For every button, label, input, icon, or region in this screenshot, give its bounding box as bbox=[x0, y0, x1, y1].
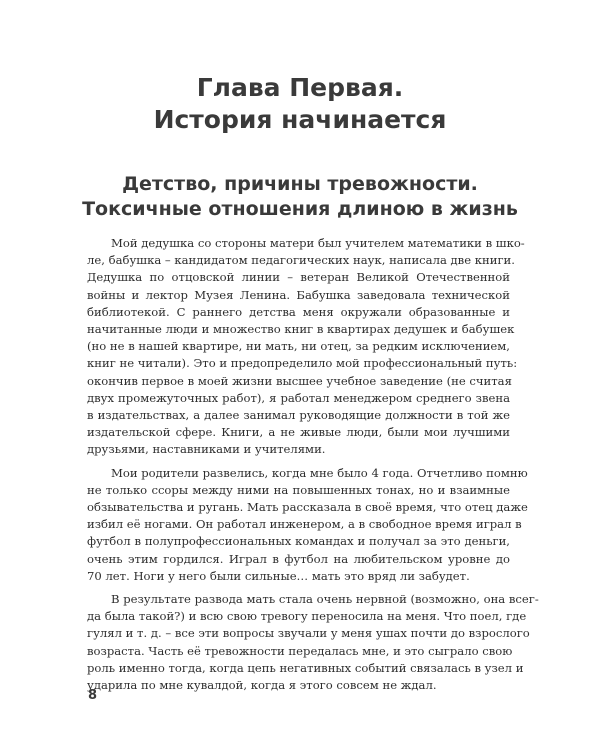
text-line: футбол в полупрофессиональных командах и получал за это деньги, bbox=[87, 534, 510, 549]
text-line: В результате развода мать стала очень нервной (возможно, она всег- bbox=[111, 592, 539, 607]
text-line: избил её ногами. Он работал инженером, а в свободное время играл в bbox=[87, 517, 522, 532]
text-line: ударила по мне кувалдой, когда я этого совсем не ждал. bbox=[87, 678, 437, 693]
section-title-line-2: Токсичные отношения длиною в жизнь bbox=[82, 198, 518, 220]
page-number: 8 bbox=[88, 688, 98, 703]
text-line: книг не читали). Это и предопределило мой профессиональный путь: bbox=[87, 356, 518, 371]
chapter-title-line-1: Глава Первая. bbox=[196, 73, 404, 102]
text-line: двух промежуточных работ), я работал менеджером среднего звена bbox=[87, 390, 510, 405]
text-line: войны и лектор Музея Ленина. Бабушка заведовала технической bbox=[87, 287, 510, 302]
text-line: роль именно тогда, когда цепь негативных событий связалась в узел и bbox=[87, 660, 524, 675]
text-line: возраста. Часть её тревожности передалась мне, и это сыграло свою bbox=[87, 643, 513, 658]
text-line: не только ссоры между ними на повышенных тонах, но и взаимные bbox=[87, 482, 510, 497]
text-line: да была такой?) и всю свою тревогу переносила на меня. Что поел, где bbox=[87, 609, 527, 624]
chapter-title-line-2: История начинается bbox=[153, 105, 447, 134]
text-line: издательской сфере. Книги, а не живые люди, были мои лучшими bbox=[87, 425, 510, 440]
text-line: обзывательства и ругань. Мать рассказала в своё время, что отец даже bbox=[87, 500, 528, 515]
text-line: очень этим гордился. Играл в футбол на любительском уровне до bbox=[87, 551, 510, 566]
text-line: ле, бабушка – кандидатом педагогических наук, написала две книги. bbox=[87, 253, 515, 268]
section-title-line-1: Детство, причины тревожности. bbox=[122, 173, 478, 195]
text-line: (но не в нашей квартире, ни мать, ни отец, за редким исключением, bbox=[87, 339, 510, 354]
text-line: в издательствах, а далее занимал руководящие должности в той же bbox=[87, 408, 510, 423]
paragraph-1 bbox=[87, 235, 525, 459]
text-line: Мой дедушка со стороны матери был учителем математики в шко- bbox=[111, 236, 525, 250]
text-line: Дедушка по отцовской линии – ветеран Великой Отечественной bbox=[87, 270, 510, 285]
text-line: Мои родители развелись, когда мне было 4 года. Отчетливо помню bbox=[111, 465, 528, 480]
paragraph-3 bbox=[87, 591, 539, 694]
text-line: 70 лет. Ноги у него были сильные… мать это вряд ли забудет. bbox=[87, 568, 470, 583]
text-line: друзьями, наставниками и учителями. bbox=[87, 442, 326, 457]
text-line: гулял и т. д. – все эти вопросы звучали у меня ушах почти до взрослого bbox=[87, 626, 530, 641]
text-line: библиотекой. С раннего детства меня окружали образованные и bbox=[87, 304, 510, 319]
text-line: окончив первое в моей жизни высшее учебное заведение (не считая bbox=[87, 373, 512, 388]
section-title bbox=[0, 172, 600, 222]
paragraph-2 bbox=[87, 465, 528, 585]
text-line: начитанные люди и множество книг в квартирах дедушек и бабушек bbox=[87, 322, 515, 337]
chapter-title bbox=[0, 72, 600, 136]
body-text bbox=[87, 235, 539, 700]
